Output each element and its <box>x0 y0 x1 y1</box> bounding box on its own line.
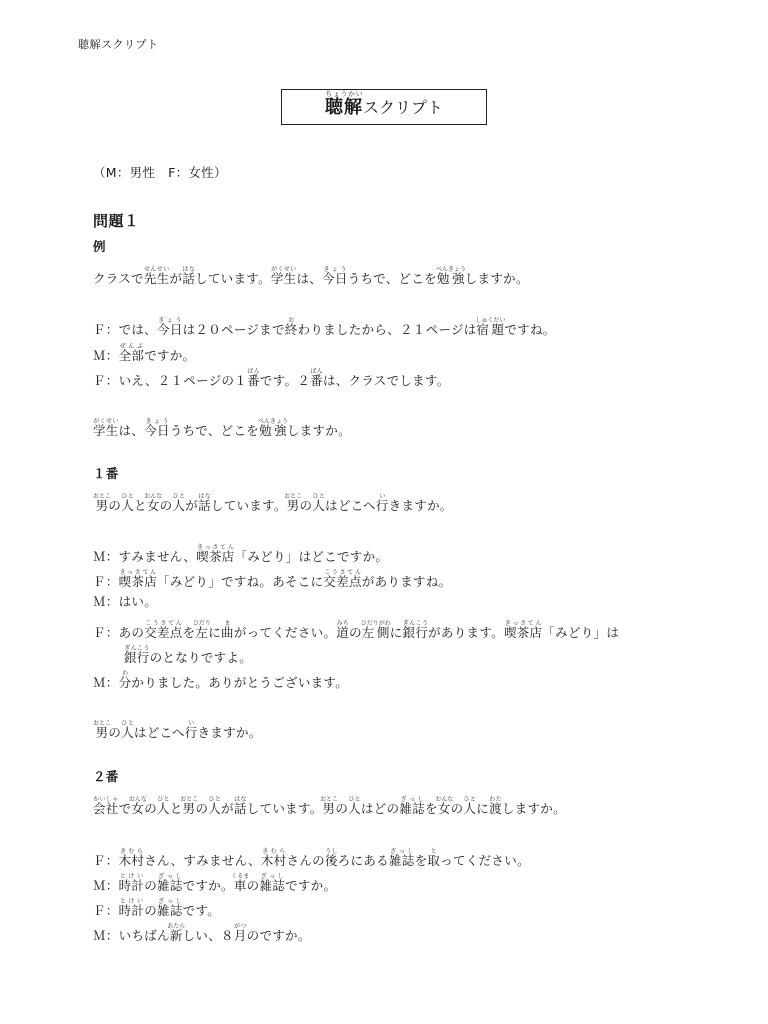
question-2-prompt: 会社かいしゃで女おんなの人ひとと男おとこの人ひとが話はなしています。男おとこの人ひとはどの雑誌ざっしを女おんなの人ひとに渡わたしますか。 <box>93 796 566 816</box>
title-box <box>281 89 487 125</box>
question-1-label: １番 <box>93 466 119 481</box>
question-1-final-question: 男おとこの人ひとはどこへ行いきますか。 <box>93 720 262 740</box>
question-2-dialogue-line-1: Ｆ：木村きむらさん、すみません、木村きむらさんの後うしろにある雑誌ざっしを取とってください。 <box>93 848 530 868</box>
question-1-dialogue-line-2: Ｆ：喫茶店きっさてん「みどり」ですね。あそこに交差点こうさてんがありますね。 <box>93 569 452 589</box>
question-1-prompt: 男おとこの人ひとと女おんなの人ひとが話はなしています。男おとこの人ひとはどこへ行いきますか。 <box>93 493 453 513</box>
question-1-dialogue-line-1: Ｍ：すみません、喫茶店きっさてん「みどり」はどこですか。 <box>93 544 389 564</box>
example-final-question: 学生がくせいは、今日きょううちで、どこを勉強べんきょうしますか。 <box>93 418 351 438</box>
question-1-dialogue-line-5: 銀行ぎんこうのとなりですよ。 <box>124 645 253 665</box>
example-dialogue-line-3: Ｆ：いえ、２１ページの１番ばんです。２番ばんは、クラスでします。 <box>93 368 450 388</box>
page-title: 聴解ちょうかいスクリプト <box>324 90 443 118</box>
question-1-dialogue-line-6: Ｍ：分わかりました。ありがとうございます。 <box>93 670 349 690</box>
question-1-dialogue-line-4: Ｆ：あの交差点こうさてんを左ひだりに曲まがってください。道みちの左側ひだりがわに銀行ぎんこうがあります。喫茶店きっさてん「みどり」は <box>93 620 620 640</box>
question-2-dialogue-line-4: Ｍ：いちばん新あたらしい、８月がつのですか。 <box>93 923 311 943</box>
example-dialogue-line-1: Ｆ：では、今日きょうは２０ページまで終おわりましたから、２１ページは宿題しゅくだいですね。 <box>93 317 556 337</box>
section-title-mondai1: 問題１ <box>93 212 140 230</box>
question-2-label: ２番 <box>93 769 119 784</box>
example-question: クラスで先生せんせいが話はなしています。学生がくせいは、今日きょううちで、どこを勉強べんきょうしますか。 <box>93 266 529 286</box>
page-header: 聴解スクリプト <box>78 38 159 51</box>
example-label: 例 <box>93 239 106 254</box>
question-1-dialogue-line-3: Ｍ：はい。 <box>93 594 158 609</box>
speaker-legend: （M：男性 F：女性） <box>93 165 227 180</box>
question-2-dialogue-line-3: Ｆ：時計とけいの雑誌ざっしです。 <box>93 898 221 918</box>
question-2-dialogue-line-2: Ｍ：時計とけいの雑誌ざっしですか。車くるまの雑誌ざっしですか。 <box>93 873 337 893</box>
example-dialogue-line-2: Ｍ：全部ぜんぶですか。 <box>93 343 196 363</box>
